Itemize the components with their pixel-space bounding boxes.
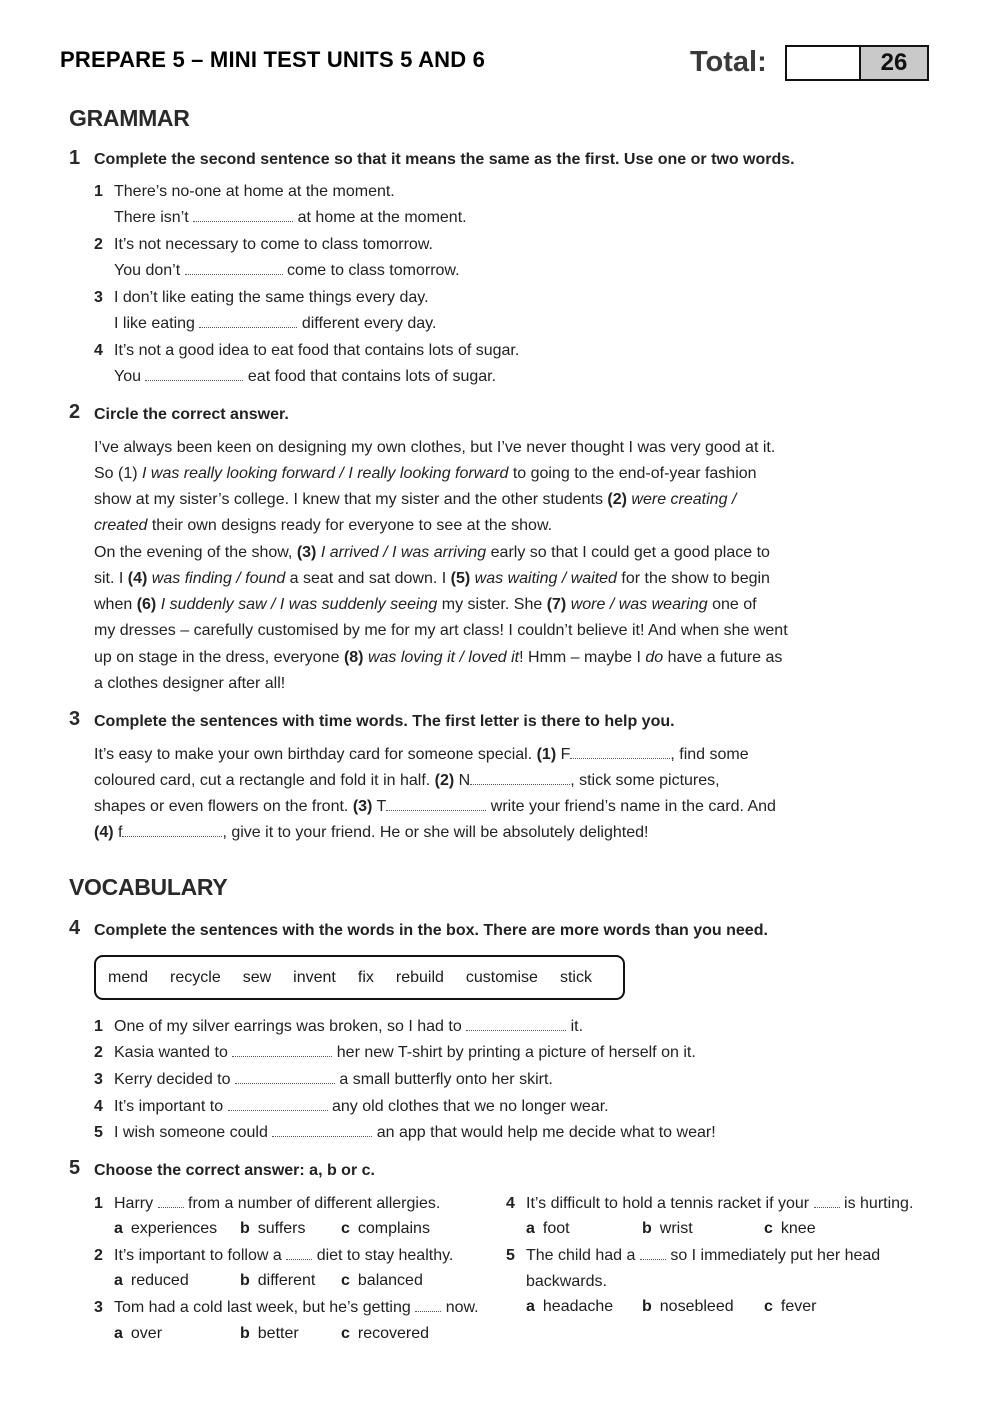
q5-item-5: 5 The child had a so I immediately put her head [506,1247,881,1264]
word-box-word: rebuild [395,968,444,986]
answer-options-2[interactable]: were creating / [626,491,737,508]
q2-text-line: On the evening of the show, (3) I arrived / I was arriving early so that I could get a good place to [94,544,770,561]
answer-blank[interactable] [570,746,670,759]
answer-blank[interactable] [286,1247,312,1260]
answer-blank[interactable] [814,1195,840,1208]
answer-blank[interactable] [185,262,283,275]
q1-item-1-second: There isn’t at home at the moment. [114,209,467,226]
option-a[interactable]: a experiences [114,1220,218,1237]
word-box-word: customise [465,968,538,986]
question-2-instruction: Circle the correct answer. [94,406,289,423]
q1-item-2-first: 2 It’s not necessary to come to class tomorrow. [94,236,433,253]
q1-item-3-second: I like eating different every day. [114,315,437,332]
q4-item: 4 It’s important to any old clothes that we no longer wear. [94,1098,609,1115]
q4-item: 5 I wish someone could an app that would help me decide what to wear! [94,1124,716,1141]
answer-options-5[interactable]: was waiting / waited [470,570,617,587]
q4-item: 3 Kerry decided to a small butterfly onto her skirt. [94,1071,553,1088]
option-c[interactable]: c recovered [341,1325,430,1342]
option-c[interactable]: c fever [764,1298,817,1315]
answer-options-1[interactable]: I was really looking forward / I really looking forward [142,465,509,482]
option-c[interactable]: c balanced [341,1272,423,1289]
q1-item-4-second: You eat food that contains lots of sugar. [114,368,497,385]
total-score: 26 [861,47,927,79]
word-box-word: recycle [170,968,221,986]
vocabulary-heading: VOCABULARY [69,874,228,900]
q2-text-line: when (6) I suddenly saw / I was suddenly seeing my sister. She (7) wore / was wearing one of [94,596,757,613]
answer-options-7[interactable]: wore / was wearing [566,596,708,613]
q4-item: 1 One of my silver earrings was broken, so I had to it. [94,1018,584,1035]
q5-item-1-options [114,1220,430,1238]
q5-item-2: 2 It’s important to follow a diet to stay healthy. [94,1247,454,1264]
answer-blank[interactable] [415,1299,441,1312]
option-b[interactable]: b suffers [240,1220,306,1237]
q2-text-line: created their own designs ready for everyone to see at the show. [94,517,553,534]
answer-blank[interactable] [193,209,293,222]
word-box-word: sew [242,968,272,986]
q1-item-4-first: 4 It’s not a good idea to eat food that contains lots of sugar. [94,342,520,359]
answer-blank[interactable] [272,1124,372,1137]
question-5-number: 5 [69,1157,81,1179]
total-label: Total: [690,46,767,78]
q1-item-1-first: 1 There’s no-one at home at the moment. [94,183,395,200]
answer-blank[interactable] [232,1044,332,1057]
option-b[interactable]: b better [240,1325,299,1342]
q2-text-line: So (1) I was really looking forward / I really looking forward to going to the end-of-year fashion [94,465,757,482]
q5-item-5-continued: backwards. [526,1273,607,1290]
q1-item-3-first: 3 I don’t like eating the same things every day. [94,289,429,306]
page-title: PREPARE 5 – MINI TEST UNITS 5 AND 6 [60,47,486,72]
question-5-instruction: Choose the correct answer: a, b or c. [94,1162,375,1179]
option-a[interactable]: a headache [526,1298,614,1315]
option-b[interactable]: b wrist [642,1220,693,1237]
answer-options-3[interactable]: I arrived / I was arriving [316,544,487,561]
q5-item-3: 3 Tom had a cold last week, but he’s getting now. [94,1299,479,1316]
option-a[interactable]: a reduced [114,1272,189,1289]
q2-text-line: a clothes designer after all! [94,675,286,692]
q3-text-line: shapes or even flowers on the front. (3) T write your friend’s name in the card. And [94,798,776,815]
answer-blank[interactable] [470,772,570,785]
q2-text-line: up on stage in the dress, everyone (8) was loving it / loved it! Hmm – maybe I do have a future as [94,649,783,666]
word-box [94,955,625,1000]
question-3-instruction: Complete the sentences with time words. The first letter is there to help you. [94,713,675,730]
question-1-number: 1 [69,147,81,169]
option-b[interactable]: b nosebleed [642,1298,734,1315]
option-a[interactable]: a foot [526,1220,570,1237]
answer-blank[interactable] [386,798,486,811]
q5-item-3-options [114,1325,430,1343]
q5-item-2-options [114,1272,423,1290]
answer-options-4[interactable]: was finding / found [147,570,286,587]
answer-options-6[interactable]: I suddenly saw / I was suddenly seeing [156,596,438,613]
answer-options-8[interactable]: was loving it / loved it [363,649,520,666]
answer-blank[interactable] [466,1018,566,1031]
question-3-number: 3 [69,708,81,730]
grammar-heading: GRAMMAR [69,105,190,131]
option-a[interactable]: a over [114,1325,163,1342]
answer-blank[interactable] [235,1071,335,1084]
answer-options-2b[interactable]: created [94,517,148,534]
answer-blank[interactable] [158,1195,184,1208]
q5-item-1: 1 Harry from a number of different allergies. [94,1195,441,1212]
question-4-number: 4 [69,917,81,939]
word-box-word: stick [559,968,592,986]
score-input-field[interactable] [787,47,861,79]
q2-text-line: my dresses – carefully customised by me for my art class! I couldn’t believe it! And when she went [94,622,788,639]
question-1-instruction: Complete the second sentence so that it means the same as the first. Use one or two words. [94,151,795,168]
answer-blank[interactable] [640,1247,666,1260]
question-2-number: 2 [69,401,81,423]
q5-item-5-options [526,1298,817,1316]
q1-item-2-second: You don’t come to class tomorrow. [114,262,460,279]
question-4-instruction: Complete the sentences with the words in the box. There are more words than you need. [94,922,768,939]
q2-text-line: I’ve always been keen on designing my own clothes, but I’ve never thought I was very good at it. [94,439,776,456]
word-box-word: fix [357,968,374,986]
option-c[interactable]: c complains [341,1220,430,1237]
word-box-word: mend [108,968,149,986]
option-c[interactable]: c knee [764,1220,816,1237]
total-score-box [785,45,929,81]
q3-text-line: It’s easy to make your own birthday card for someone special. (1) F , find some [94,746,749,763]
q2-text-line: show at my sister’s college. I knew that my sister and the other students (2) were creating / [94,491,737,508]
q2-text-line: sit. I (4) was finding / found a seat and sat down. I (5) was waiting / waited for the show to begin [94,570,770,587]
q4-item: 2 Kasia wanted to her new T-shirt by printing a picture of herself on it. [94,1044,696,1061]
word-box-word: invent [293,968,336,986]
q5-item-4: 4 It’s difficult to hold a tennis racket if your is hurting. [506,1195,914,1212]
answer-blank[interactable] [199,315,297,328]
q5-item-4-options [526,1220,816,1238]
answer-blank[interactable] [122,824,222,837]
q3-text-line: (4) f , give it to your friend. He or she will be absolutely delighted! [94,824,649,841]
answer-blank[interactable] [145,368,243,381]
answer-blank[interactable] [228,1098,328,1111]
option-b[interactable]: b different [240,1272,316,1289]
q3-text-line: coloured card, cut a rectangle and fold it in half. (2) N , stick some pictures, [94,772,720,789]
